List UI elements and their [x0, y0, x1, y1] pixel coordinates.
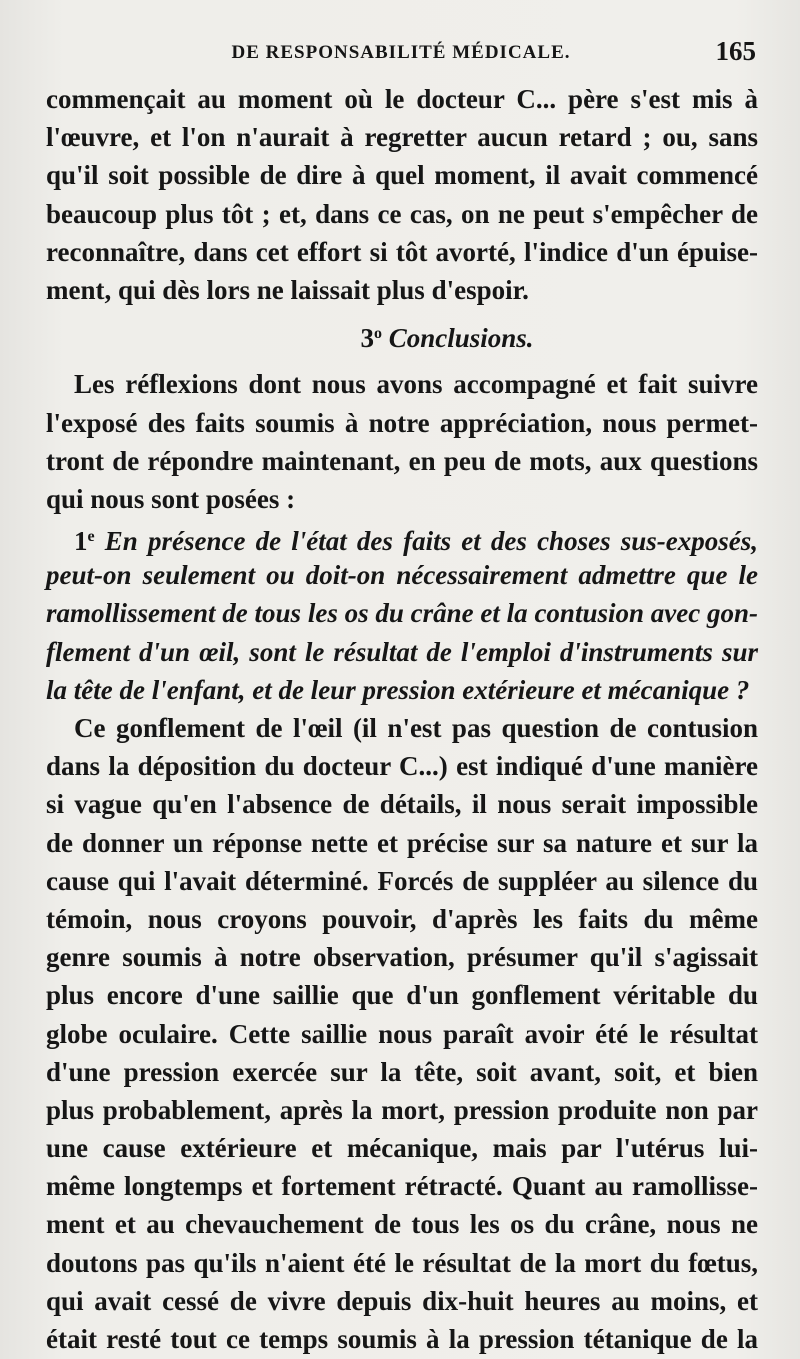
text-line: ment et au chevauchement de tous les os du crâne, nous ne [46, 1209, 758, 1240]
text-line: l'exposé des faits soumis à notre appréciation, nous permet- [46, 407, 758, 438]
text-line: dans la déposition du docteur C...) est indiqué d'une manière [46, 751, 758, 782]
text-line: doutons pas qu'ils n'aient été le résultat de la mort du fœtus, [46, 1247, 758, 1278]
running-title: DE RESPONSABILITÉ MÉDICALE. [231, 42, 571, 63]
text-line: qui nous sont posées : [46, 483, 296, 514]
section-number-sup: o [373, 325, 382, 343]
paragraph-answer [46, 709, 758, 1358]
question-number: 1 [74, 526, 88, 557]
text-line: commençait au moment où le docteur C... père s'est mis à [46, 84, 758, 114]
text-line: flement d'un œil, sont le résultat de l'emploi d'instruments sur [46, 636, 758, 667]
text-line: cause qui l'avait déterminé. Forcés de suppléer au silence du [46, 865, 758, 896]
paragraph-reflexions [46, 365, 758, 518]
body-text [46, 80, 758, 1358]
text-line: témoin, nous croyons pouvoir, d'après les faits du même [46, 903, 758, 934]
text-line: était resté tout ce temps soumis à la pression tétanique de la [46, 1324, 758, 1354]
text-line: genre soumis à notre observation, présumer qu'il s'agissait [46, 942, 758, 973]
text-line: l'œuvre, et l'on n'aurait à regretter aucun retard ; ou, sans [46, 122, 758, 153]
text-line: beaucoup plus tôt ; et, dans ce cas, on ne peut s'empêcher de [46, 198, 758, 229]
text-line: d'une pression exercée sur la tête, soit avant, soit, et bien [46, 1056, 758, 1087]
text-line: Les réflexions dont nous avons accompagné et fait suivre [74, 369, 758, 400]
section-title: Conclusions. [388, 323, 534, 354]
text-line: plus probablement, après la mort, pression produite non par [46, 1094, 758, 1125]
text-line: même longtemps et fortement rétracté. Quant au ramollisse- [46, 1171, 758, 1202]
text-line: qu'il soit possible de dire à quel moment, il avait commencé [46, 160, 758, 191]
section-heading [46, 315, 758, 365]
text-line: ramollissement de tous les os du crâne et la contusion avec gon- [46, 598, 758, 629]
text-line: la tête de l'enfant, et de leur pression extérieure et mécanique ? [46, 674, 750, 705]
question-number-sup: e [87, 528, 95, 546]
text-line: tront de répondre maintenant, en peu de mots, aux questions [46, 445, 758, 476]
question-text: En présence de l'état des faits et des choses sus-exposés, [104, 526, 759, 557]
text-line [46, 518, 758, 556]
text-line: reconnaître, dans cet effort si tôt avorté, l'indice d'un épuise- [46, 236, 758, 267]
text-line: plus encore d'une saillie que d'un gonflement véritable du [46, 980, 758, 1011]
page-header [46, 38, 756, 68]
question-1 [46, 518, 758, 709]
text-line: globe oculaire. Cette saillie nous paraît avoir été le résultat [46, 1018, 758, 1049]
text-line: si vague qu'en l'absence de détails, il nous serait impossible [46, 789, 758, 820]
text-line: de donner un réponse nette et précise sur sa nature et sur la [46, 827, 758, 858]
text-line: ment, qui dès lors ne laissait plus d'espoir. [46, 274, 529, 305]
text-line: une cause extérieure et mécanique, mais par l'utérus lui- [46, 1133, 758, 1164]
page-number: 165 [715, 36, 756, 66]
text-line: peut-on seulement ou doit-on nécessairement admettre que le [46, 560, 758, 591]
text-line: Ce gonflement de l'œil (il n'est pas question de contusion [74, 713, 758, 743]
section-number: 3 [360, 323, 374, 354]
paragraph-continuation [46, 80, 758, 309]
text-line: qui avait cessé de vivre depuis dix-huit heures au moins, et [46, 1285, 758, 1316]
